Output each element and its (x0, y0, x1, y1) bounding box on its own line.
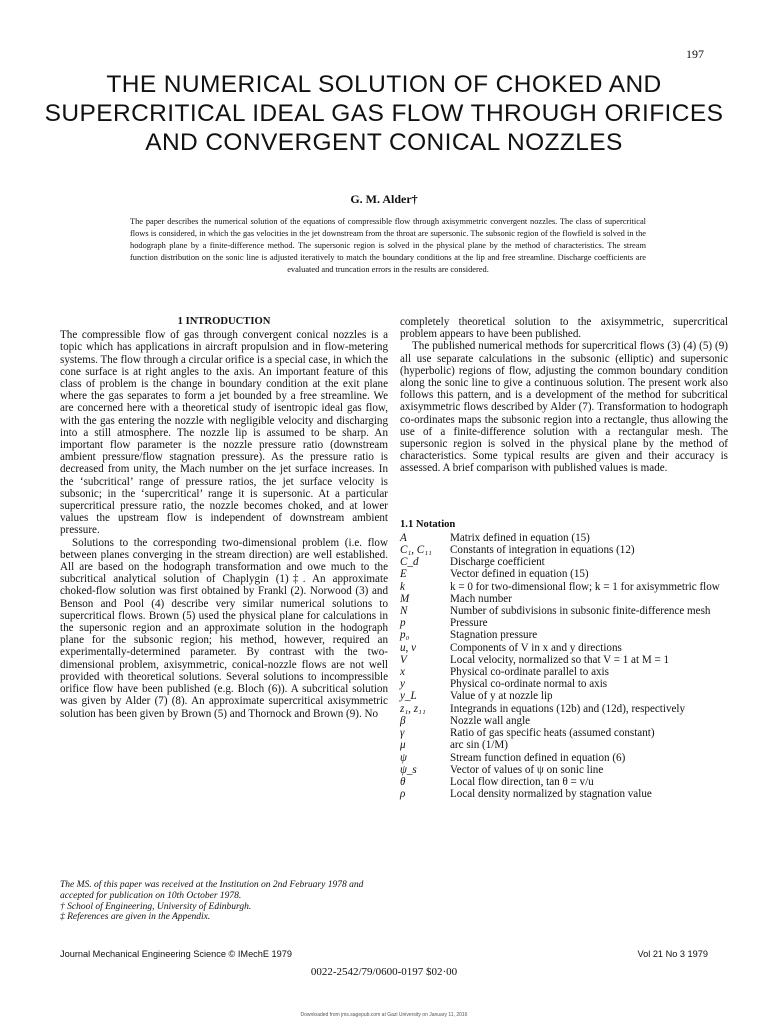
notation-definition: k = 0 for two-dimensional flow; k = 1 for axisymmetric flow (450, 580, 720, 593)
notation-symbol: p (400, 617, 406, 630)
notation-symbol: E (400, 568, 407, 581)
notation-symbol: ψ (400, 751, 407, 764)
notation-item (400, 642, 728, 654)
notation-definition: Components of V in x and y directions (450, 641, 622, 654)
notation-item (400, 727, 728, 739)
notation-symbol: p₀ (400, 629, 410, 642)
intro-paragraph-2: Solutions to the corresponding two-dimensional problem (i.e. flow between planes converging in the stream direction) are well established. All are based on the hodograph transformation and owe much to the subcritical analytical solution of Chaplygin (1)‡. An approximate choked-flow solution was first obtained by Frankl (2). Norwood (3) and Benson and Pool (4) describe very similar numerical solutions to supercritical flows. Brown (5) used the physical plane for calculations in the supersonic region and an approximate solution in the hodograph plane for the subsonic region; his method, however, required an experimentally-determined parameter. By contrast with the two-dimensional problem, axisymmetric, conical-nozzle flows are not well provided with theoretical solutions. Several solutions to incompressible orifice flow have been published (e.g. Bloch (6)). A subcritical solution was given by Alder (7) (8). An approximate supercritical axisymmetric solution has been given by Brown (5) and Thornock and Brown (9). No (60, 536, 388, 720)
notation-symbol: k (400, 580, 405, 593)
article-code: 0022-2542/79/0600-0197 $02·00 (310, 966, 458, 978)
notation-item (400, 739, 728, 751)
intro-paragraph-3: completely theoretical solution to the axisymmetric, supercritical problem appears to have been published. (400, 316, 728, 341)
notation-definition: Value of y at nozzle lip (450, 690, 553, 703)
notation-item (400, 605, 728, 617)
notation-symbol: y_L (400, 690, 417, 703)
notation-item (400, 690, 728, 702)
notation-definition: Pressure (450, 617, 488, 630)
notation-item (400, 788, 728, 800)
footnote-affiliation: † School of Engineering, University of Edinburgh. (60, 901, 252, 912)
paper-title: THE NUMERICAL SOLUTION OF CHOKED AND SUPERCRITICAL IDEAL GAS FLOW THROUGH ORIFICES AND CONVERGENT CONICAL NOZZLES (44, 71, 724, 156)
notation-item (400, 703, 728, 715)
notation-item (400, 593, 728, 605)
notation-item (400, 581, 728, 593)
notation-symbol: ψ_s (400, 763, 417, 776)
notation-symbol: M (400, 592, 410, 605)
notation-item (400, 715, 728, 727)
download-note[interactable]: Downloaded from jms.sagepub.com at Gazi University on January 11, 2016 (300, 1012, 468, 1018)
notation-symbol: θ (400, 775, 406, 788)
notation-symbol: x (400, 666, 405, 679)
notation-definition: Mach number (450, 592, 512, 605)
notation-definition: Discharge coefficient (450, 556, 545, 569)
right-column (400, 316, 728, 800)
author: G. M. Alder† (350, 192, 418, 206)
notation-definition: Stream function defined in equation (6) (450, 751, 626, 764)
notation-definition: Nozzle wall angle (450, 714, 531, 727)
notation-item (400, 617, 728, 629)
notation-item (400, 629, 728, 641)
notation-symbol: V (400, 653, 407, 666)
notation-symbol: γ (400, 727, 405, 740)
notation-item (400, 776, 728, 788)
notation-item (400, 678, 728, 690)
page-number: 197 (686, 47, 704, 61)
notation-definition: Local density normalized by stagnation value (450, 788, 652, 801)
notation-definition: Local flow direction, tan θ = v/u (450, 775, 594, 788)
notation-definition: Integrands in equations (12b) and (12d), respectively (450, 702, 686, 715)
footnote-received: The MS. of this paper was received at the Institution on 2nd February 1978 and accepted for publication on 10th October 1978. (60, 880, 364, 901)
notation-item (400, 654, 728, 666)
notation-item (400, 568, 728, 580)
notation-symbol: β (400, 714, 406, 727)
notation-heading: 1.1 Notation (400, 518, 456, 530)
notation-item (400, 532, 728, 544)
intro-paragraph-4: The published numerical methods for supercritical flows (3) (4) (5) (9) all use separate calculations in the subsonic (elliptic) and supersonic (hyperbolic) regions of flow, adjusting the common boundary condition along the sonic line to give a continuous solution. The present work also follows this pattern, and is a development of the method for subcritical axisymmetric flows described by Alder (7). Transformation to hodograph co-ordinates maps the subsonic region into a rectangle, thus allowing the use of a finite-difference solution with a rectangular mesh. The supersonic region is solved in the physical plane by the method of characteristics. Some typical results are given and their accuracy is assessed. A brief comparison with published values is made. (400, 340, 728, 475)
notation-definition: Vector of values of ψ on sonic line (450, 763, 604, 776)
notation-definition: Matrix defined in equation (15) (450, 531, 590, 544)
notation-definition: Number of subdivisions in subsonic finite-difference mesh (450, 605, 711, 618)
notation-item (400, 666, 728, 678)
notation-item (400, 764, 728, 776)
notation-symbol: ρ (400, 788, 406, 801)
notation-definition: Physical co-ordinate parallel to axis (450, 666, 609, 679)
notation-item (400, 556, 728, 568)
notation-definition: Stagnation pressure (450, 629, 538, 642)
journal-name: Journal Mechanical Engineering Science © IMechE 1979 (60, 949, 292, 959)
intro-paragraph-1: The compressible flow of gas through convergent conical nozzles is a topic which has applications in aircraft propulsion and in flow-metering systems. The flow through a circular orifice is a special case, in which the cone surface is at right angles to the axis. An important feature of this class of problem is the change in boundary condition at the exit plane where the gas separates to form a jet bounded by a free streamline. We are concerned here with a theoretical study of isentropic ideal gas flow, with the gas entering the nozzle with negligible velocity and discharging into a still atmosphere. The nozzle lip is assumed to be sharp. An important flow parameter is the nozzle pressure ratio (downstream ambient pressure/flow stagnation pressure). As the pressure ratio is decreased from unity, the Mach number on the jet surface increases. In the ‘subcritical’ range of pressure ratios, the jet surface velocity is subsonic; in the ‘supercritical’ range it is supersonic. At a particular supercritical pressure ratio, the nozzle becomes choked, and at lower values the upstream flow is independent of downstream ambient pressure. (60, 329, 388, 537)
notation-symbol: A (400, 531, 407, 544)
section-heading-introduction: 1 INTRODUCTION (177, 316, 271, 327)
notation-definition: Ratio of gas specific heats (assumed constant) (450, 727, 655, 740)
notation-definition: Vector defined in equation (15) (450, 568, 589, 581)
footnote-references: ‡ References are given in the Appendix. (60, 912, 211, 923)
notation-symbol: μ (400, 739, 406, 752)
notation-item (400, 752, 728, 764)
notation-symbol: C₁, C₁₁ (400, 544, 432, 557)
notation-symbol: y (400, 678, 405, 691)
notation-symbol: z₁, z₁₁ (400, 702, 426, 715)
notation-symbol: C_d (400, 556, 419, 569)
notation-item (400, 544, 728, 556)
notation-definition: Local velocity, normalized so that V = 1 at M = 1 (450, 653, 670, 666)
notation-definition: Constants of integration in equations (12) (450, 544, 635, 557)
notation-symbol: u, v (400, 641, 417, 654)
notation-definition: Physical co-ordinate normal to axis (450, 678, 608, 691)
volume-info: Vol 21 No 3 1979 (637, 949, 708, 959)
left-column (60, 316, 388, 720)
footnotes (60, 880, 388, 923)
abstract: The paper describes the numerical solution of the equations of compressible flow through axisymmetric convergent nozzles. The class of supercritical flows is considered, in which the gas velocities in the jet downstream from the throat are supersonic. The subsonic region of the flowfield is solved in the hodograph plane by a finite-difference method. The supersonic region is solved in the physical plane by the method of characteristics. The stream function distribution on the sonic line is adjusted iteratively to match the boundary conditions at the lip and free streamline. Discharge coefficients are evaluated and truncation errors in the results are considered. (130, 217, 646, 274)
notation-list (400, 532, 728, 800)
notation-symbol: N (400, 605, 408, 618)
notation-definition: arc sin (1/M) (450, 739, 508, 752)
